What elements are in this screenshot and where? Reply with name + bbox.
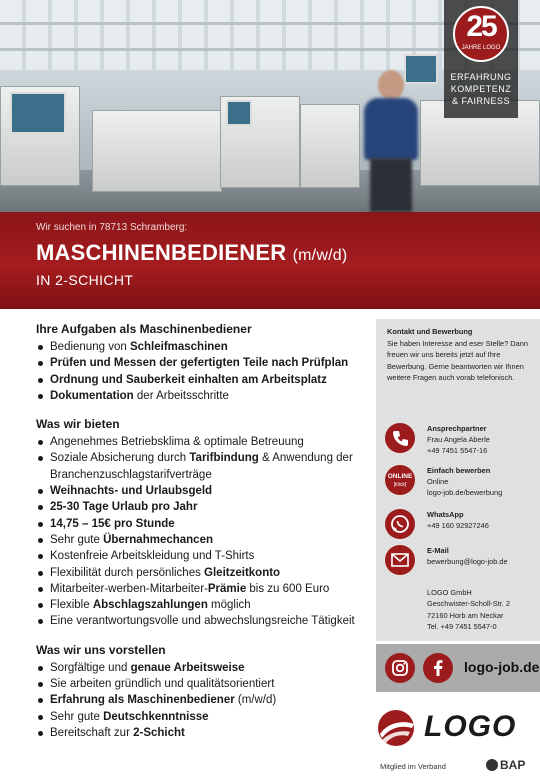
list-item: Ordnung und Sauberkeit einhalten am Arbeitsplatz [36, 372, 366, 388]
list-item: Sorgfältige und genaue Arbeitsweise [36, 660, 366, 676]
list-item: Soziale Absicherung durch Tarifbindung & Anwendung der Branchenzuschlagstarifverträge [36, 450, 366, 483]
logo-mark-icon [376, 708, 416, 748]
machine [92, 110, 222, 192]
section-heading: Ihre Aufgaben als Maschinenbediener [36, 322, 252, 336]
worker-figure [360, 70, 422, 212]
machine [300, 104, 360, 188]
contact-panel [376, 319, 540, 641]
machine-screen [226, 100, 252, 126]
badge-line: ERFAHRUNG [450, 72, 512, 82]
machine-screen [10, 92, 66, 134]
phone-icon [385, 423, 415, 453]
association-logo: BAP [486, 758, 525, 772]
badge-sub: JAHRE LOGO [461, 45, 501, 51]
job-title [36, 240, 347, 266]
facebook-icon[interactable] [423, 653, 453, 683]
contact-text: WhatsApp +49 160 92927246 [427, 510, 489, 531]
list-item: Sehr gute Deutschkenntnisse [36, 709, 366, 725]
list-item: Sehr gute Übernahmechancen [36, 532, 366, 548]
company-logo [376, 700, 536, 750]
logo-word: LOGO [424, 710, 517, 743]
section-heading: Was wir bieten [36, 417, 120, 432]
social-bar [376, 644, 540, 692]
badge-line: KOMPETENZ [450, 84, 512, 94]
contact-intro-text: Sie haben Interesse and eser Stelle? Dann freuen wir uns bereits jetzt auf Ihre Bewerbung. Gerne beantworten wir Ihnen weitere Fragen auch vorab telefonisch. [387, 338, 528, 383]
offer-list [36, 434, 366, 630]
job-title-main: MASCHINENBEDIENER [36, 240, 287, 265]
section-heading: Was wir uns vorstellen [36, 642, 166, 657]
title-banner [0, 212, 540, 309]
mail-icon [385, 545, 415, 575]
section-requirements [36, 643, 366, 741]
instagram-icon[interactable] [385, 653, 415, 683]
list-item: Bedienung von Schleifmaschinen [36, 339, 366, 355]
badge-number: 25 [466, 10, 496, 43]
list-item: 25-30 Tage Urlaub pro Jahr [36, 499, 366, 515]
location-text: Wir suchen in 78713 Schramberg: [36, 222, 188, 233]
list-item: Weihnachts- und Urlaubsgeld [36, 483, 366, 499]
whatsapp-icon [385, 509, 415, 539]
list-item: Mitarbeiter-werben-Mitarbeiter-Prämie bis zu 600 Euro [36, 581, 366, 597]
job-details [36, 322, 366, 754]
member-text: Mitglied im Verband [380, 762, 446, 771]
list-item: Eine verantwortungsvolle und abwechslungsreiche Tätigkeit [36, 613, 366, 629]
list-item: Prüfen und Messen der gefertigten Teile nach Prüfplan [36, 355, 366, 371]
list-item: Angenehmes Betriebsklima & optimale Betreuung [36, 434, 366, 450]
shift-text: IN 2-SCHICHT [36, 272, 134, 288]
contact-heading: Kontakt und Bewerbung [387, 327, 473, 336]
bap-icon [486, 759, 498, 771]
contact-text: Ansprechpartner Frau Angela Aberle +49 7451 5547-16 [427, 424, 490, 456]
badge-line: & FAIRNESS [451, 96, 510, 106]
online-icon: ONLINE [klick] [385, 465, 415, 495]
list-item: Erfahrung als Maschinenbediener (m/w/d) [36, 692, 366, 708]
anniversary-badge [444, 0, 518, 118]
list-item: Sie arbeiten gründlich und qualitätsorientiert [36, 676, 366, 692]
job-title-suffix: (m/w/d) [292, 247, 348, 264]
contact-text: Einfach bewerben Online logo-job.de/bewerbung [427, 466, 503, 498]
task-list [36, 339, 366, 404]
contact-intro [387, 326, 537, 384]
requirements-list [36, 660, 366, 741]
list-item: Kostenfreie Arbeitskleidung und T-Shirts [36, 548, 366, 564]
list-item: Flexibilität durch persönliches Gleitzeitkonto [36, 565, 366, 581]
list-item: Dokumentation der Arbeitsschritte [36, 388, 366, 404]
list-item: Flexible Abschlagszahlungen möglich [36, 597, 366, 613]
list-item: 14,75 – 15€ pro Stunde [36, 516, 366, 532]
website-link[interactable]: logo-job.de [464, 659, 540, 675]
section-offer [36, 417, 366, 630]
contact-text: E-Mail bewerbung@logo-job.de [427, 546, 508, 567]
company-address: LOGO GmbH Geschwister-Scholl-Str. 2 72160 Horb am Neckar Tel. +49 7451 5547-0 [427, 588, 510, 632]
section-tasks [36, 322, 366, 404]
list-item: Bereitschaft zur 2-Schicht [36, 725, 366, 741]
